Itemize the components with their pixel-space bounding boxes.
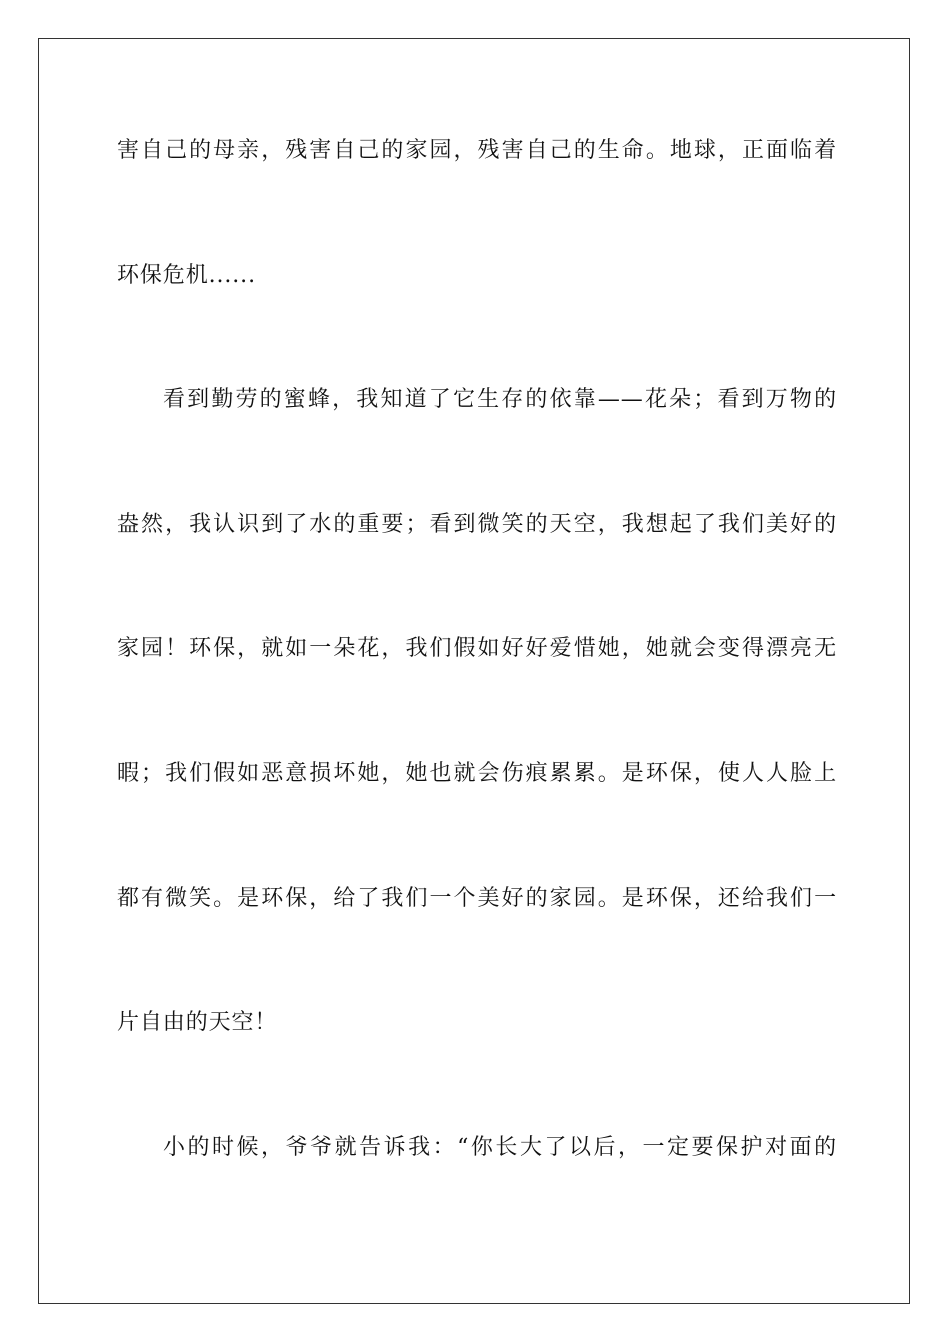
- text-line-2: 环保危机......: [117, 263, 256, 288]
- text-line-1: 害自己的母亲，残害自己的家园，残害自己的生命。地球，正面临着: [117, 138, 837, 163]
- text-line-5: 家园！环保，就如一朵花，我们假如好好爱惜她，她就会变得漂亮无: [117, 636, 837, 661]
- text-line-4: 盎然，我认识到了水的重要；看到微笑的天空，我想起了我们美好的: [117, 512, 837, 537]
- text-line-8: 片自由的天空！: [117, 1010, 278, 1035]
- text-line-7: 都有微笑。是环保，给了我们一个美好的家园。是环保，还给我们一: [117, 886, 837, 911]
- text-line-3: 看到勤劳的蜜蜂，我知道了它生存的依靠——花朵；看到万物的: [163, 387, 837, 412]
- page-border: [38, 38, 910, 1304]
- text-line-9: 小的时候，爷爷就告诉我：“你长大了以后，一定要保护对面的: [163, 1135, 837, 1160]
- text-line-6: 暇；我们假如恶意损坏她，她也就会伤痕累累。是环保，使人人脸上: [117, 761, 837, 786]
